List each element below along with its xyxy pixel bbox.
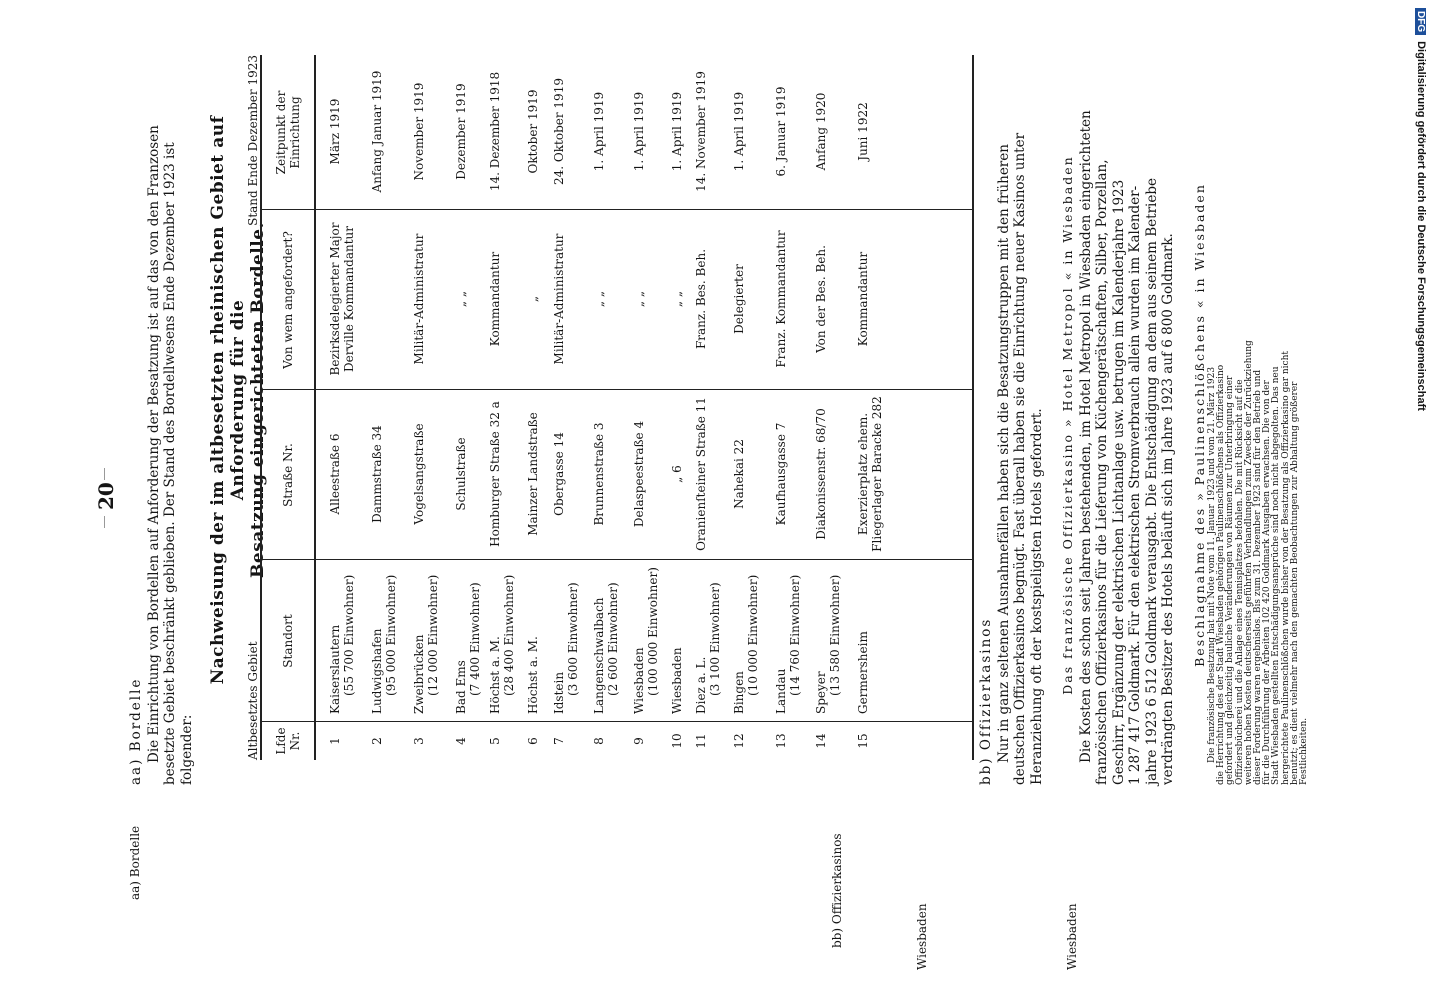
row-zeitpunkt: 6. Januar 1919	[774, 86, 788, 177]
row-number: 11	[694, 733, 708, 749]
row-zeitpunkt: Anfang Januar 1919	[370, 70, 384, 193]
section-heading-bordelle: aa) Bordelle	[128, 677, 144, 785]
table-title-line-1: Nachweisung der im altbesetzten rheinischen Gebiet auf Anforderung für die	[208, 115, 248, 685]
row-strasse: Alleestraße 6	[328, 433, 342, 515]
row-strasse: Vogelsangstraße	[412, 423, 426, 525]
row-strasse: Homburger Straße 32 a	[488, 401, 502, 547]
row-standort: Wiesbaden	[632, 647, 646, 714]
paragraph-line: französischen Offizierkasinos für die Lieferung von Küchengerätschaften, Silber, Porzellan,	[1094, 159, 1111, 785]
row-angefordert: „ „	[454, 290, 468, 308]
paragraph-line: weiteren hohen Kosten deutscherseits geführten Verhandlungen zum Zwecke der Zurückziehung	[1243, 340, 1254, 785]
paragraph-line: Heranziehung oft der kostspieligsten Hotels gefordert.	[1028, 408, 1045, 785]
row-strasse: Obergasse 14	[552, 432, 566, 516]
row-strasse: Exerzierplatz ehem. Fliegerlager Baracke 282	[856, 396, 884, 552]
table-header-rule	[314, 55, 316, 760]
row-number: 7	[552, 737, 566, 745]
row-angefordert: Militär-Administratur	[412, 233, 426, 365]
row-zeitpunkt: 24. Oktober 1919	[552, 78, 566, 185]
header-lfde-nr: Lfde Nr.	[274, 727, 302, 755]
row-strasse: Schulstraße	[454, 437, 468, 511]
row-einwohner: (14 760 Einwohner)	[788, 574, 802, 696]
row-number: 5	[488, 737, 502, 745]
row-einwohner: (2 600 Einwohner)	[606, 582, 620, 696]
paragraph-line: Stadt Wiesbaden gestellten Entschädigungsansprüche sind noch nicht abgegolten. Das neu	[1271, 366, 1282, 785]
row-zeitpunkt: November 1919	[412, 82, 426, 181]
row-standort: Wiesbaden	[670, 647, 684, 714]
row-number: 9	[632, 737, 646, 745]
row-standort: Bad Ems	[454, 660, 468, 714]
table-column-rule	[262, 721, 972, 722]
row-number: 13	[774, 733, 788, 749]
paragraph-offizierkasinos	[996, 65, 1045, 785]
paragraph-line: hergerichtete Paulinenschlößchen wurde bisher von der Besatzung als Offizierkasino gar nicht	[1280, 351, 1291, 785]
row-zeitpunkt: 1. April 1919	[670, 91, 684, 172]
row-zeitpunkt: Oktober 1919	[526, 89, 540, 174]
row-number: 15	[856, 733, 870, 749]
row-standort: Kaiserslautern	[328, 624, 342, 714]
page-number-dash-left	[104, 516, 105, 528]
row-strasse: Mainzer Landstraße	[526, 412, 540, 536]
row-number: 6	[526, 737, 540, 745]
section-heading-paulinenschloesschen: Beschlagnahme des » Paulinenschlößchens « in Wiesbaden	[1192, 183, 1207, 667]
row-einwohner: (28 400 Einwohner)	[502, 574, 516, 696]
row-zeitpunkt: März 1919	[328, 98, 342, 165]
row-standort: Höchst a. M.	[526, 636, 540, 714]
table-subtitle-right: Stand Ende Dezember 1923	[246, 55, 260, 226]
row-number: 3	[412, 737, 426, 745]
row-einwohner: (12 000 Einwohner)	[426, 574, 440, 696]
table-column-rule	[262, 389, 972, 390]
row-angefordert: „ „	[670, 290, 684, 308]
paragraph-line: Nur in ganz seltenen Ausnahmefällen haben sich die Besatzungstruppen mit den früheren	[996, 144, 1012, 763]
paragraph-line: besetzte Gebiet beschränkt geblieben. Der Stand des Bordellwesens Ende Dezember 1923 ist	[162, 142, 179, 785]
row-zeitpunkt: 1. April 1919	[592, 91, 606, 172]
margin-note-wiesbaden-1: Wiesbaden	[915, 903, 929, 970]
row-zeitpunkt: 14. Dezember 1918	[488, 71, 502, 192]
row-einwohner: (10 000 Einwohner)	[746, 574, 760, 696]
paragraph-line: 1 287 417 Goldmark. Für den elektrischen Stromverbrauch allein wurden im Kalender-	[1127, 185, 1144, 785]
margin-note-bordelle: aa) Bordelle	[128, 825, 142, 900]
row-number: 8	[592, 737, 606, 745]
row-standort: Ludwigshafen	[370, 628, 384, 714]
row-number: 2	[370, 737, 384, 745]
row-strasse: Dammstraße 34	[370, 425, 384, 523]
row-angefordert: Von der Bes. Beh.	[814, 245, 828, 353]
row-einwohner: (95 000 Einwohner)	[384, 574, 398, 696]
paragraph-metropol	[1078, 65, 1176, 785]
paragraph-line: Die Kosten des schon seit Jahren bestehenden, im Hotel Metropol in Wiesbaden eingerichteten	[1078, 110, 1094, 763]
row-zeitpunkt: 1. April 1919	[732, 91, 746, 172]
margin-note-offizierkasinos: bb) Offizierkasinos	[830, 833, 844, 948]
row-strasse: „ 6	[670, 465, 684, 483]
row-standort: Höchst a. M.	[488, 636, 502, 714]
row-angefordert: Militär-Administratur	[552, 233, 566, 365]
row-einwohner: (3 600 Einwohner)	[566, 582, 580, 696]
row-angefordert: Franz. Kommandantur	[774, 230, 788, 368]
row-einwohner: (100 000 Einwohner)	[646, 567, 660, 696]
dfg-attribution-strip	[1413, 8, 1427, 728]
row-einwohner: (13 580 Einwohner)	[828, 574, 842, 696]
row-zeitpunkt: Dezember 1919	[454, 83, 468, 180]
row-angefordert: „ „	[632, 290, 646, 308]
paragraph-line: gefordert und gleichzeitig bauliche Veränderungen von Räumen zur Unterbringung einer	[1225, 375, 1236, 785]
header-zeitpunkt: Zeitpunkt der Einrichtung	[274, 90, 302, 175]
row-strasse: Oranienſteiner Straße 11	[694, 397, 708, 551]
row-number: 14	[814, 733, 828, 749]
page-number-dash-right	[104, 468, 105, 480]
row-standort: Diez a. L.	[694, 656, 708, 714]
table-title-line-2: Besatzung eingerichteten Bordelle.	[248, 222, 268, 578]
dfg-attribution-text: Digitalisierung gefördert durch die Deutsche Forschungsgemeinschaft	[1415, 41, 1427, 411]
row-standort: Bingen	[732, 671, 746, 714]
row-strasse: Diakonissenstr. 68/70	[814, 408, 828, 540]
paragraph-line: folgender:	[178, 714, 195, 785]
paragraph-line: verdrängten Besitzer des Hotels beläuft sich im Jahre 1923 auf 6 800 Goldmark.	[1160, 233, 1177, 785]
row-angefordert: „	[526, 295, 540, 303]
row-standort: Zweibrücken	[412, 634, 426, 714]
paragraph-paulinenschloesschen	[1208, 65, 1309, 785]
header-standort: Standort	[281, 614, 295, 668]
row-number: 1	[328, 737, 342, 745]
row-standort: Idstein	[552, 671, 566, 714]
row-zeitpunkt: Juni 1922	[856, 102, 870, 161]
row-angefordert: Kommandantur	[856, 251, 870, 347]
paragraph-line: dieser Forderung waren ergebnislos. Bis zum 31. Dezember 1923 sind für den Betrieb und	[1253, 369, 1264, 785]
paragraph-line: die Herrichtung des der Stadt Wiesbaden gehörigen Paulinenschlößchens als Offizierkasino	[1216, 364, 1227, 785]
paragraph-line: Die französische Besatzung hat mit Note vom 11. Januar 1923 und vom 21. März 1923	[1207, 366, 1217, 763]
section-heading-metropol: Das französische Offizierkasino » Hotel Metropol « in Wiesbaden	[1060, 155, 1075, 695]
dfg-logo: DFG	[1415, 8, 1426, 35]
row-standort: Langenschwalbach	[592, 597, 606, 714]
paragraph-line: für die Durchführung der Arbeiten 102 420 Goldmark Ausgaben erwachsen. Die von der	[1262, 380, 1273, 785]
header-strasse: Straße Nr.	[281, 443, 295, 507]
margin-note-wiesbaden-2: Wiesbaden	[1065, 903, 1079, 970]
paragraph-line: deutschen Offizierkasinos begnügt. Fast überall haben sie die Einrichtung neuer Kasinos unter	[1012, 132, 1029, 785]
row-zeitpunkt: Anfang 1920	[814, 92, 828, 171]
paragraph-bordelle	[146, 65, 195, 785]
row-einwohner: (7 400 Einwohner)	[468, 582, 482, 696]
paragraph-line: Geschirr, Ergänzung der elektrischen Lichtanlage usw. betrugen im Kalenderjahre 1923	[1110, 179, 1127, 785]
row-strasse: Brunnenstraße 3	[592, 422, 606, 526]
header-von-wem: Von wem angefordert?	[281, 231, 295, 369]
section-heading-offizierkasinos: bb) Offizierkasinos	[978, 617, 994, 785]
row-angefordert: Bezirksdelegierter Major Derville Kommandantur	[328, 222, 356, 376]
row-standort: Landau	[774, 668, 788, 714]
table-subtitle-left: Altbesetztes Gebiet	[246, 641, 260, 760]
row-zeitpunkt: 14. November 1919	[694, 71, 708, 192]
table-column-rule	[262, 209, 972, 210]
row-strasse: Kaufhausgasse 7	[774, 422, 788, 526]
row-standort: Speyer	[814, 671, 828, 714]
page-number: 20	[94, 482, 118, 510]
row-einwohner: (55 700 Einwohner)	[342, 574, 356, 696]
row-number: 12	[732, 733, 746, 749]
row-angefordert: Franz. Bes. Beh.	[694, 248, 708, 350]
row-number: 10	[670, 733, 684, 749]
row-angefordert: „ „	[592, 290, 606, 308]
paragraph-line: jahre 1923 6 512 Goldmark verausgabt. Die Entschädigung an dem aus seinem Betriebe	[1143, 178, 1160, 785]
row-number: 4	[454, 737, 468, 745]
rotated-document-page	[94, 50, 1310, 1000]
row-einwohner: (3 100 Einwohner)	[708, 582, 722, 696]
paragraph-line: Die Einrichtung von Bordellen auf Anforderung der Besatzung ist auf das von den Franzosen	[146, 125, 162, 763]
row-angefordert: Delegierter	[732, 264, 746, 334]
bordelle-table	[260, 55, 974, 760]
row-angefordert: Kommandantur	[488, 251, 502, 347]
paragraph-line: Festlichkeiten.	[1299, 717, 1310, 785]
row-standort: Germersheim	[856, 631, 870, 714]
row-zeitpunkt: 1. April 1919	[632, 91, 646, 172]
row-strasse: Delaspeestraße 4	[632, 420, 646, 528]
paragraph-line: Offiziersbücherei und die Anlage eines Tennisplatzes befohlen. Die mit Rücksicht auf die	[1234, 379, 1245, 785]
paragraph-line: benutzt; es dient vielmehr nach den gemachten Beobachtungen zur Abhaltung größerer	[1289, 381, 1300, 785]
row-strasse: Nahekai 22	[732, 439, 746, 509]
